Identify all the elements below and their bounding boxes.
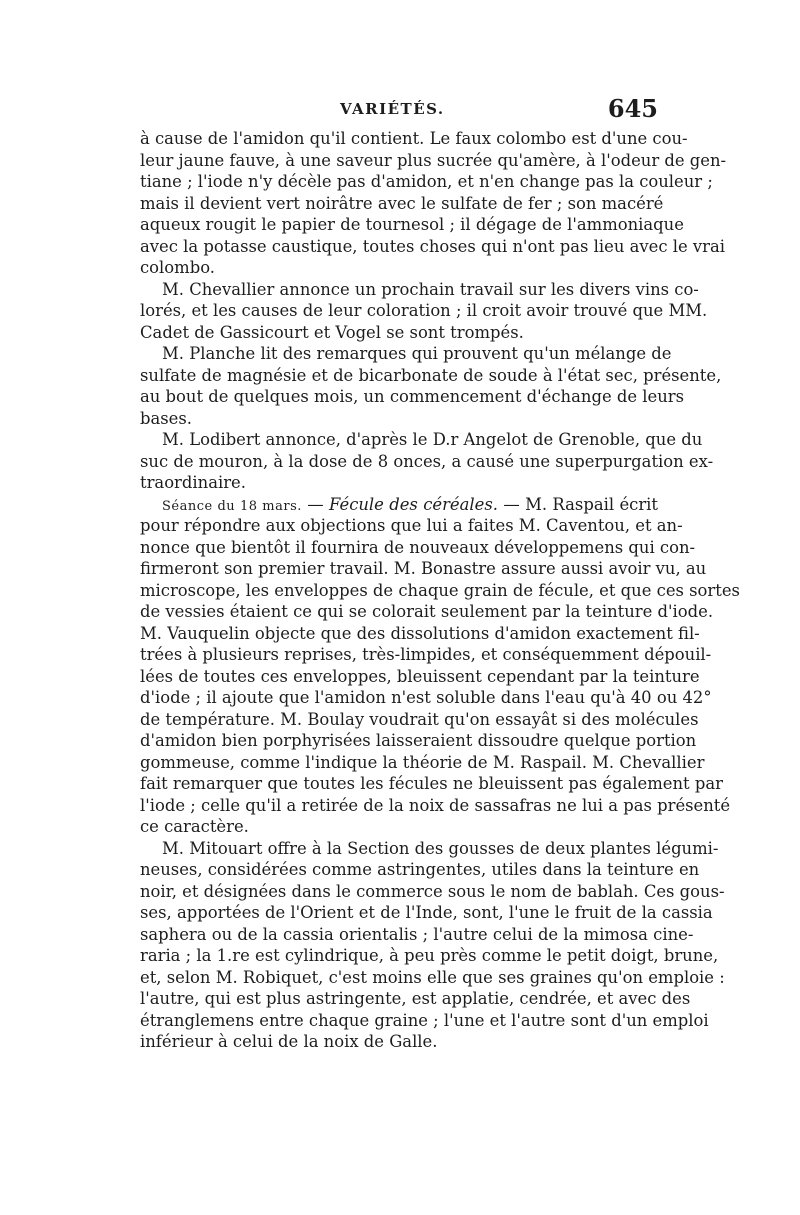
page-number: 645 — [607, 94, 658, 123]
text-line: microscope, les enveloppes de chaque grain de fécule, et que ces sortes — [140, 580, 740, 600]
text-line: Cadet de Gassicourt et Vogel se sont trompés. — [140, 322, 524, 342]
text-line: bases. — [140, 408, 192, 428]
seance-label: Séance du 18 mars. — [162, 498, 302, 514]
text-line: M. Planche lit des remarques qui prouvent qu'un mélange de — [162, 344, 672, 363]
text-line: de température. M. Boulay voudrait qu'on essayât si des molécules — [140, 709, 699, 729]
text-line: fait remarquer que toutes les fécules ne bleuissent pas également par — [140, 774, 723, 793]
paragraph — [140, 429, 714, 494]
text-line: ses, apportées de l'Orient et de l'Inde, sont, l'une le fruit de la cassia — [140, 903, 713, 922]
seance-heading-line — [140, 494, 658, 516]
text-line: sulfate de magnésie et de bicarbonate de soude à l'état sec, présente, — [140, 365, 722, 385]
text-line: noir, et désignées dans le commerce sous le nom de bablah. Ces gous- — [140, 881, 725, 901]
text-line: ce caractère. — [140, 817, 249, 836]
seance-dash: — — [301, 494, 330, 514]
text-line: firmeront son premier travail. M. Bonastre assure aussi avoir vu, au — [140, 559, 707, 578]
text-line: étranglemens entre chaque graine ; l'une et l'autre sont d'un emploi — [140, 1010, 709, 1030]
text-line: et, selon M. Robiquet, c'est moins elle que ses graines qu'on emploie : — [140, 967, 725, 987]
text-line: gommeuse, comme l'indique la théorie de M. Raspail. M. Chevallier — [140, 752, 705, 772]
text-line: colombo. — [140, 258, 215, 277]
paragraph — [140, 279, 708, 344]
text-line: lorés, et les causes de leur coloration ; il croit avoir trouvé que MM. — [140, 301, 708, 320]
text-line: à cause de l'amidon qu'il contient. Le faux colombo est d'une cou- — [140, 129, 688, 148]
text-line: d'iode ; il ajoute que l'amidon n'est soluble dans l'eau qu'à 40 ou 42° — [140, 688, 712, 707]
text-line: de vessies étaient ce qui se colorait seulement par la teinture d'iode. — [140, 602, 714, 621]
paragraph — [140, 343, 722, 429]
text-line: au bout de quelques mois, un commencement d'échange de leurs — [140, 387, 684, 406]
text-line: saphera ou de la cassia orientalis ; l'autre celui de la mimosa cine- — [140, 924, 694, 944]
text-line: l'autre, qui est plus astringente, est applatie, cendrée, et avec des — [140, 989, 691, 1008]
text-line: aqueux rougit le papier de tournesol ; il dégage de l'ammoniaque — [140, 215, 684, 234]
page-header — [140, 94, 658, 128]
text-line: M. Chevallier annonce un prochain travail sur les divers vins co- — [162, 279, 699, 299]
text-line: traordinaire. — [140, 473, 246, 492]
text-line: M. Lodibert annonce, d'après le D.r Angelot de Grenoble, que du — [162, 430, 703, 449]
text-line: M. Vauquelin objecte que des dissolutions d'amidon exactement fil- — [140, 623, 700, 643]
text-line: leur jaune fauve, à une saveur plus sucrée qu'amère, à l'odeur de gen- — [140, 150, 727, 170]
running-title: VARIÉTÉS. — [340, 100, 445, 118]
text-line: tiane ; l'iode n'y décèle pas d'amidon, et n'en change pas la couleur ; — [140, 172, 713, 191]
text-line: d'amidon bien porphyrisées laisseraient dissoudre quelque portion — [140, 731, 697, 750]
paragraph — [140, 128, 727, 279]
text-line: neuses, considérées comme astringentes, utiles dans la teinture en — [140, 860, 700, 879]
text-line: M. Mitouart offre à la Section des gousses de deux plantes légumi- — [162, 838, 719, 858]
text-line: nonce que bientôt il fournira de nouveaux développemens qui con- — [140, 537, 696, 557]
seance-title: Fécule des céréales. — [329, 494, 498, 514]
text-line: avec la potasse caustique, toutes choses qui n'ont pas lieu avec le vrai — [140, 236, 725, 256]
seance-rest: — M. Raspail écrit — [497, 494, 658, 514]
text-line: l'iode ; celle qu'il a retirée de la noix de sassafras ne lui a pas présenté — [140, 795, 731, 815]
text-line: pour répondre aux objections que lui a faites M. Caventou, et an- — [140, 516, 683, 535]
page-body — [140, 128, 740, 1053]
text-line: raria ; la 1.re est cylindrique, à peu près comme le petit doigt, brune, — [140, 946, 719, 965]
text-line: trées à plusieurs reprises, très-limpides, et conséquemment dépouil- — [140, 645, 712, 664]
paragraph — [140, 494, 740, 838]
text-line: lées de toutes ces enveloppes, bleuissent cependant par la teinture — [140, 666, 700, 686]
paragraph — [140, 838, 725, 1053]
text-line: mais il devient vert noirâtre avec le sulfate de fer ; son macéré — [140, 193, 664, 213]
text-line: inférieur à celui de la noix de Galle. — [140, 1032, 438, 1051]
text-line: suc de mouron, à la dose de 8 onces, a causé une superpurgation ex- — [140, 451, 714, 471]
